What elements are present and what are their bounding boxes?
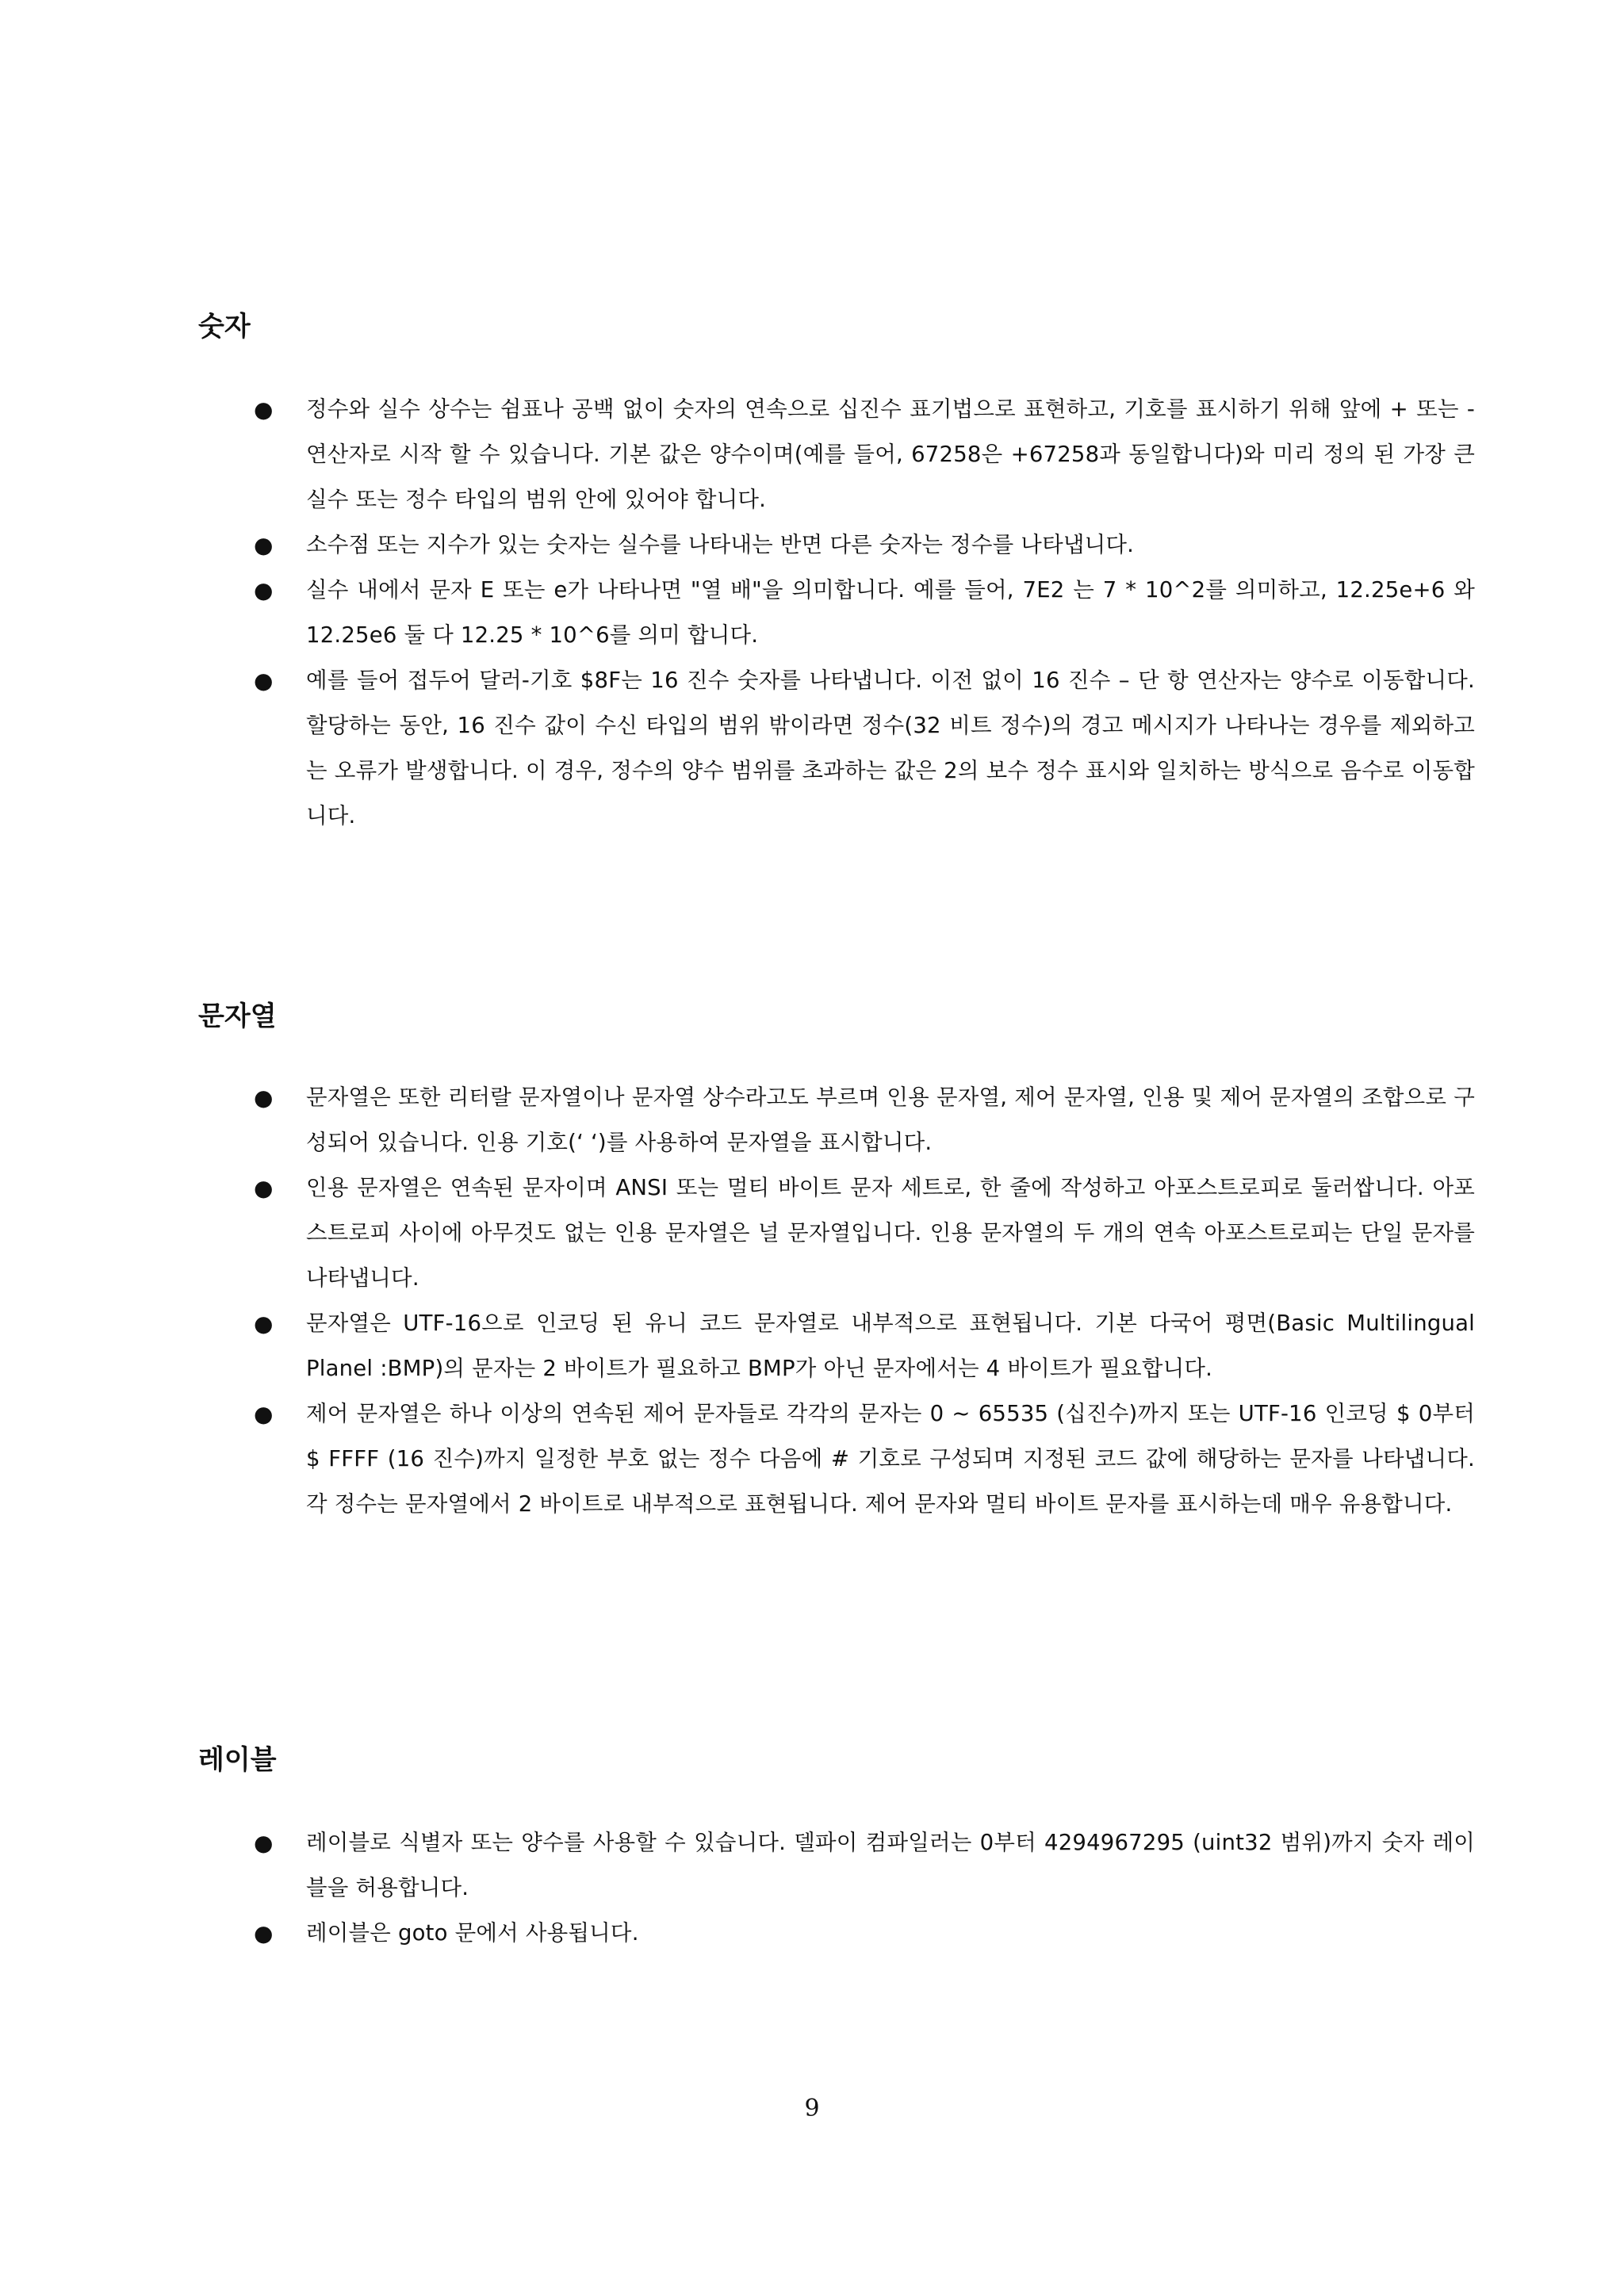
list-item-text: 실수 내에서 문자 E 또는 e가 나타나면 "열 배"을 의미합니다. 예를 들어, 7E2 는 7 * 10^2를 의미하고, 12.25e+6 와 12.25e6 둘 다 12.25 * 10^6를 의미 합니다. — [306, 577, 1475, 648]
list-item — [254, 1165, 1475, 1301]
list-item-text: 정수와 실수 상수는 쉼표나 공백 없이 숫자의 연속으로 십진수 표기법으로 표현하고, 기호를 표시하기 위해 앞에 + 또는 - 연산자로 시작 할 수 있습니다. 기본 값은 양수이며(예를 들어, 67258은 +67258과 동일합니다)와 미리 정의 된 가장 큰 실수 또는 정수 타입의 범위 안에 있어야 합니다. — [306, 396, 1475, 512]
bullet-icon: ● — [254, 1920, 274, 1946]
list-item — [254, 387, 1475, 522]
bullet-icon: ● — [254, 532, 274, 558]
section-strings — [198, 1001, 1435, 1032]
bullet-icon: ● — [254, 1830, 274, 1856]
section-labels — [198, 1744, 1435, 1776]
list-item-text: 인용 문자열은 연속된 문자이며 ANSI 또는 멀티 바이트 문자 세트로, 한 줄에 작성하고 아포스트로피로 둘러쌉니다. 아포스트로피 사이에 아무것도 없는 인용 문자열은 널 문자열입니다. 인용 문자열의 두 개의 연속 아포스트로피는 단일 문자를 나타냅니다. — [306, 1175, 1475, 1291]
section-title-strings: 문자열 — [198, 1001, 277, 1032]
section-title-numbers: 숫자 — [198, 311, 251, 342]
list-item — [254, 522, 1475, 568]
numbers-bullet-list — [254, 387, 1475, 839]
strings-bullet-list — [254, 1075, 1475, 1527]
list-item-text: 문자열은 UTF-16으로 인코딩 된 유니 코드 문자열로 내부적으로 표현됩니다. 기본 다국어 평면(Basic Multilingual Planel :BMP)의 문자는 2 바이트가 필요하고 BMP가 아닌 문자에서는 4 바이트가 필요합니다. — [306, 1311, 1475, 1381]
labels-bullet-list — [254, 1820, 1475, 1956]
list-item-text: 소수점 또는 지수가 있는 숫자는 실수를 나타내는 반면 다른 숫자는 정수를 나타냅니다. — [306, 532, 1135, 557]
bullet-icon: ● — [254, 1175, 274, 1201]
list-item-text: 레이블로 식별자 또는 양수를 사용할 수 있습니다. 델파이 컴파일러는 0부터 4294967295 (uint32 범위)까지 숫자 레이블을 허용합니다. — [306, 1830, 1475, 1900]
page-number: 9 — [804, 2095, 820, 2122]
list-item — [254, 1075, 1475, 1165]
list-item — [254, 568, 1475, 658]
section-numbers — [198, 311, 1435, 342]
list-item — [254, 1820, 1475, 1911]
bullet-icon: ● — [254, 577, 274, 603]
list-item — [254, 658, 1475, 839]
list-item-text: 레이블은 goto 문에서 사용됩니다. — [306, 1920, 639, 1946]
bullet-icon: ● — [254, 1401, 274, 1427]
bullet-icon: ● — [254, 1311, 274, 1337]
list-item-text: 제어 문자열은 하나 이상의 연속된 제어 문자들로 각각의 문자는 0 ~ 65535 (십진수)까지 또는 UTF-16 인코딩 $ 0부터 $ FFFF (16 진수)까지 일정한 부호 없는 정수 다음에 # 기호로 구성되며 지정된 코드 값에 해당하는 문자를 나타냅니다. 각 정수는 문자열에서 2 바이트로 내부적으로 표현됩니다. 제어 문자와 멀티 바이트 문자를 표시하는데 매우 유용합니다. — [306, 1401, 1475, 1517]
bullet-icon: ● — [254, 668, 274, 694]
list-item — [254, 1911, 1475, 1956]
bullet-icon: ● — [254, 396, 274, 423]
list-item-text: 예를 들어 접두어 달러-기호 $8F는 16 진수 숫자를 나타냅니다. 이전 없이 16 진수 – 단 항 연산자는 양수로 이동합니다. 할당하는 동안, 16 진수 값이 수신 타입의 범위 밖이라면 정수(32 비트 정수)의 경고 메시지가 나타나는 경우를 제외하고는 오류가 발생합니다. 이 경우, 정수의 양수 범위를 초과하는 값은 2의 보수 정수 표시와 일치하는 방식으로 음수로 이동합니다. — [306, 668, 1475, 828]
bullet-icon: ● — [254, 1085, 274, 1111]
list-item — [254, 1301, 1475, 1391]
list-item — [254, 1391, 1475, 1527]
section-title-labels: 레이블 — [198, 1744, 277, 1776]
list-item-text: 문자열은 또한 리터랄 문자열이나 문자열 상수라고도 부르며 인용 문자열, 제어 문자열, 인용 및 제어 문자열의 조합으로 구성되어 있습니다. 인용 기호(‘ ‘)를 사용하여 문자열을 표시합니다. — [306, 1085, 1475, 1155]
